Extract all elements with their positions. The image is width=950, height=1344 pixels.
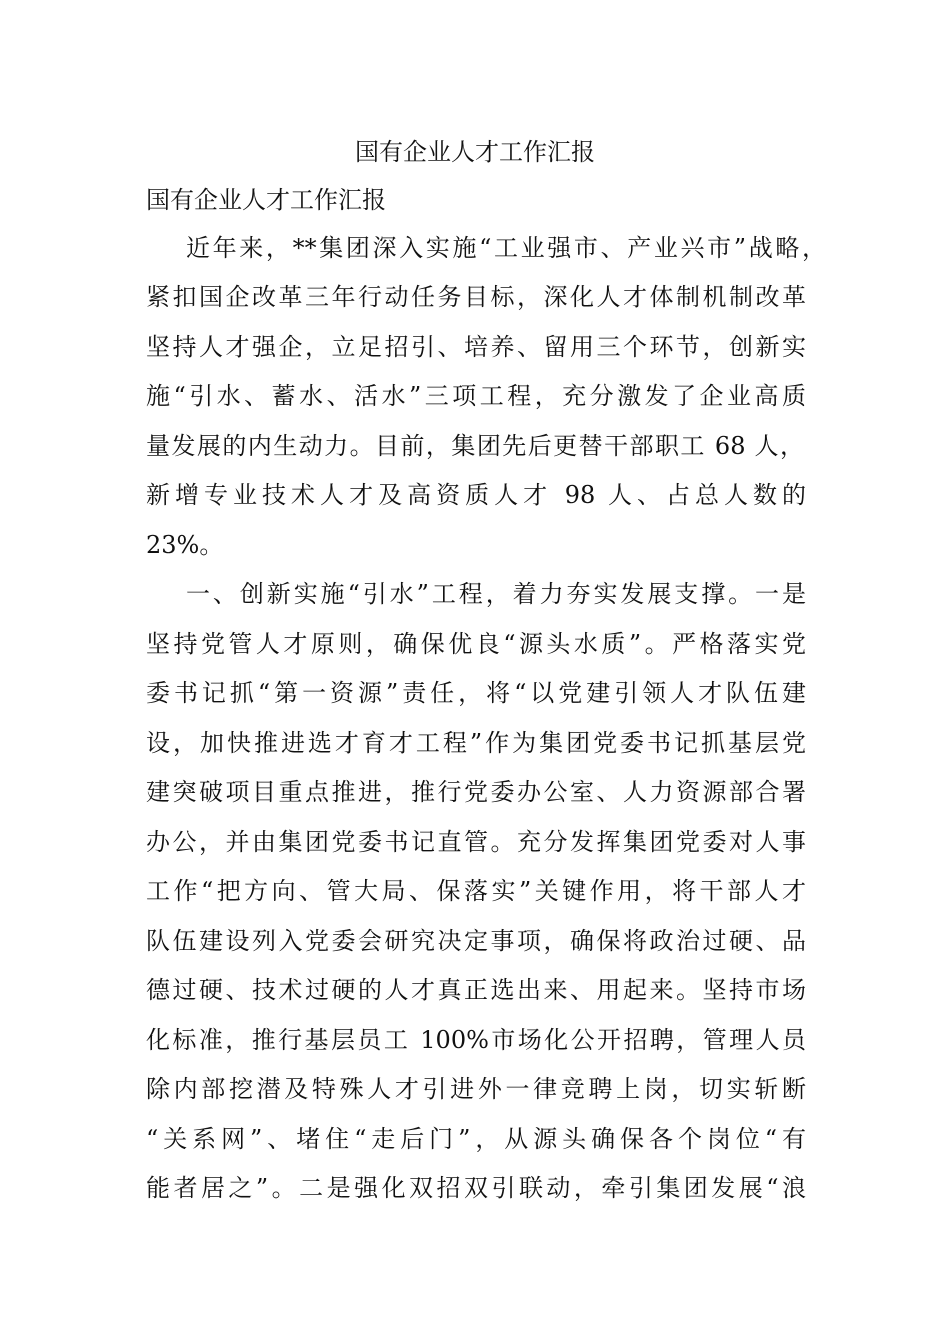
paragraph-line: 施“引水、蓄水、活水”三项工程，充分激发了企业高质: [146, 382, 806, 410]
paragraph-line: 紧扣国企改革三年行动任务目标，深化人才体制机制改革: [146, 283, 806, 311]
paragraph-line: “关系网”、堵住“走后门”，从源头确保各个岗位“有: [146, 1125, 806, 1153]
paragraph-line: 坚持人才强企，立足招引、培养、留用三个环节，创新实: [146, 333, 806, 361]
paragraph-line: 化标准，推行基层员工 100%市场化公开招聘，管理人员: [146, 1026, 806, 1054]
paragraph-line: 一、创新实施“引水”工程，着力夯实发展支撑。一是: [186, 580, 806, 608]
document-subtitle: 国有企业人才工作汇报: [146, 186, 386, 214]
paragraph-line: 委书记抓“第一资源”责任，将“以党建引领人才队伍建: [146, 679, 806, 707]
paragraph-line: 坚持党管人才原则，确保优良“源头水质”。严格落实党: [146, 630, 806, 658]
document-title: 国有企业人才工作汇报: [355, 138, 595, 166]
paragraph-line: 23%。: [146, 531, 224, 559]
paragraph-line: 近年来，**集团深入实施“工业强市、产业兴市”战略，: [186, 234, 826, 262]
paragraph-line: 能者居之”。二是强化双招双引联动，牵引集团发展“浪: [146, 1174, 806, 1202]
paragraph-line: 队伍建设列入党委会研究决定事项，确保将政治过硬、品: [146, 927, 806, 955]
paragraph-line: 德过硬、技术过硬的人才真正选出来、用起来。坚持市场: [146, 976, 806, 1004]
paragraph-line: 新增专业技术人才及高资质人才 98 人、占总人数的: [146, 481, 806, 509]
paragraph-line: 量发展的内生动力。目前，集团先后更替干部职工 68 人，: [146, 432, 804, 460]
paragraph-line: 设，加快推进选才育才工程”作为集团党委书记抓基层党: [146, 729, 806, 757]
paragraph-line: 除内部挖潜及特殊人才引进外一律竞聘上岗，切实斩断: [146, 1075, 806, 1103]
paragraph-line: 建突破项目重点推进，推行党委办公室、人力资源部合署: [146, 778, 806, 806]
paragraph-line: 办公，并由集团党委书记直管。充分发挥集团党委对人事: [146, 828, 806, 856]
paragraph-line: 工作“把方向、管大局、保落实”关键作用，将干部人才: [146, 877, 806, 905]
